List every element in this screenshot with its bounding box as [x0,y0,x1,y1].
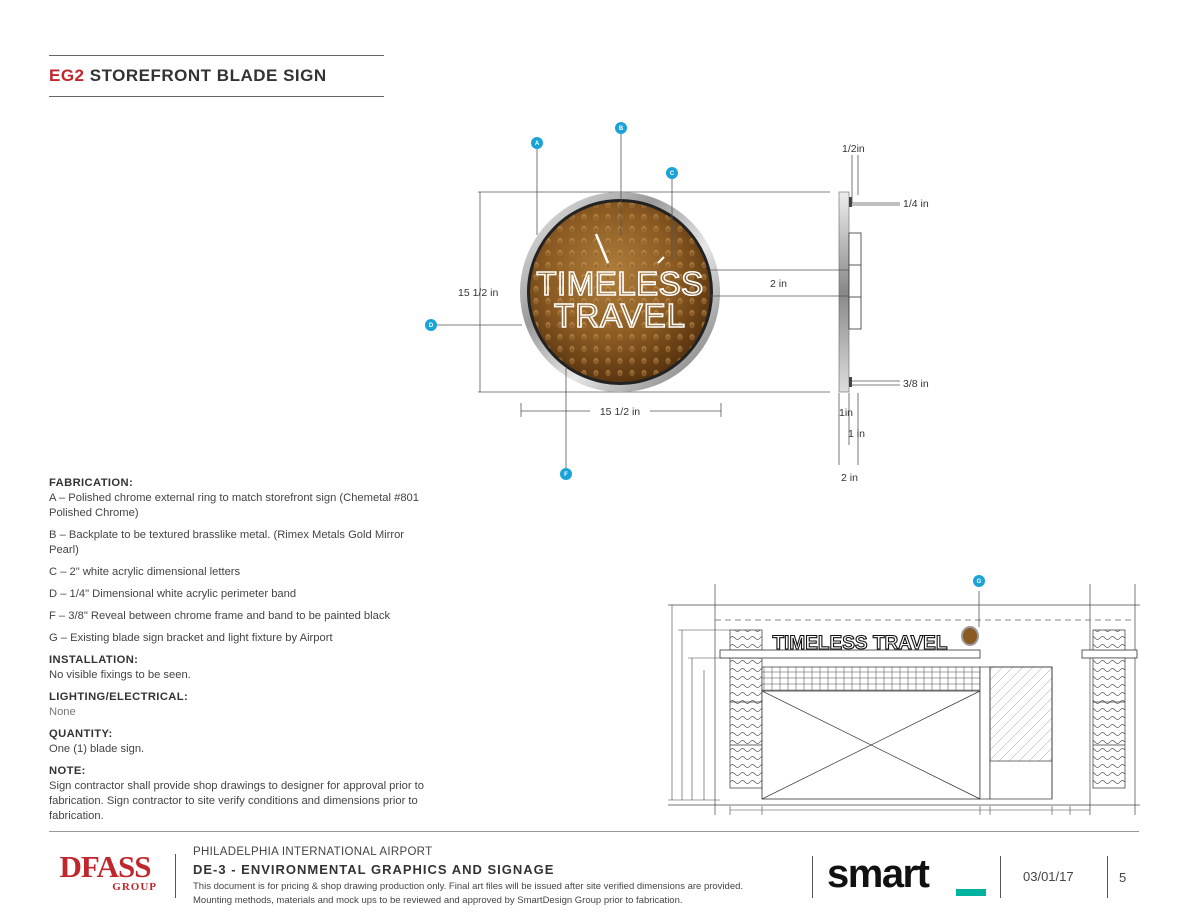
callout-c [666,167,678,179]
elevation-blade-sign [962,627,978,645]
dim-letters: 2 in [770,278,787,290]
footer-divider-1 [175,854,176,898]
page-number: 5 [1119,870,1127,885]
note-item-b: B – Backplate to be textured brasslike metal. (Rimex Metals Gold Mirror Pearl) [49,529,405,556]
storefront-sign-text: TIMELESS TRAVEL [772,633,948,654]
sign-title: STOREFRONT BLADE SIGN [89,66,327,85]
side-section [710,143,929,484]
lighting-heading: LIGHTING/ELECTRICAL: [49,691,189,703]
side-letters [849,233,861,329]
disclaimer-line-2: Mounting methods, materials and mock ups to be reviewed and approved by SmartDesign Group prior to fabrication. [193,895,683,906]
callout-f [560,468,572,480]
side-chrome-ring [839,192,849,392]
callout-b [615,122,627,134]
svg-text:G: G [976,579,982,586]
installation-heading: INSTALLATION: [49,654,139,666]
lighting-text: None [49,706,76,718]
fabrication-notes [49,476,449,824]
dim-reveal: 3/8 in [903,378,929,390]
note-item-c: C – 2" white acrylic dimensional letters [49,566,241,578]
disclaimer-line-1: This document is for pricing & shop drawing production only. Final art files will be issued after site verified dimensions are provided. [193,881,744,892]
sign-code: EG2 [49,66,85,85]
dim-quarter-inch: 1/4 in [903,198,929,210]
note-text: Sign contractor shall provide shop drawings to designer for approval prior to fabrication. Sign contractor to site verify conditions and dimensions prior to fabrication. [49,780,424,822]
note-item-a: A – Polished chrome external ring to match storefront sign (Chemetal #801 Polished Chrome) [49,492,420,519]
note-item-g: G – Existing blade sign bracket and light fixture by Airport [49,632,333,644]
dfass-logo-group: GROUP [112,881,157,893]
sign-text-line1: TIMELESS [536,265,704,302]
project-name: PHILADELPHIA INTERNATIONAL AIRPORT [193,846,433,858]
callout-a [531,137,543,149]
blade-sign-drawing [410,115,950,490]
footer-divider-4 [1107,856,1108,898]
callout-d [425,319,437,331]
page-title [49,66,327,86]
svg-text:A: A [534,141,540,148]
dim-half-inch: 1/2in [842,143,865,155]
dfass-logo-text: DFASS [59,849,151,884]
dim-1in-b: 1 in [848,428,865,440]
document-subtitle: DE-3 - ENVIRONMENTAL GRAPHICS AND SIGNAGE [193,862,555,877]
dim-1in-a: 1in [839,407,854,419]
smart-logo: smart [827,852,929,896]
quantity-text: One (1) blade sign. [49,743,145,755]
callout-g [973,575,985,587]
sign-text-line2: TRAVEL [554,297,686,334]
fabrication-heading: FABRICATION: [49,477,134,489]
note-heading: NOTE: [49,765,86,777]
title-rule-top [49,55,384,56]
sign-face [520,192,720,392]
document-date: 03/01/17 [1023,869,1074,884]
title-rule-bottom [49,96,384,97]
svg-text:B: B [618,126,624,133]
dim-2in: 2 in [841,472,858,484]
footer-rule [49,831,1139,832]
smart-logo-bar [956,889,986,896]
note-item-d: D – 1/4" Dimensional white acrylic perimeter band [49,588,297,600]
installation-text: No visible fixings to be seen. [49,669,191,681]
disclaimer [193,880,803,908]
svg-text:D: D [428,323,434,330]
svg-text:C: C [669,171,675,178]
dfass-logo [49,849,161,893]
height-dimension: 15 1/2 in [458,287,499,299]
quantity-heading: QUANTITY: [49,728,113,740]
width-dimension: 15 1/2 in [599,406,641,418]
footer-divider-3 [1000,856,1001,898]
footer-divider-2 [812,856,813,898]
svg-text:F: F [564,472,568,479]
note-item-f: F – 3/8" Reveal between chrome frame and band to be painted black [49,610,391,622]
storefront-elevation [660,570,1145,820]
